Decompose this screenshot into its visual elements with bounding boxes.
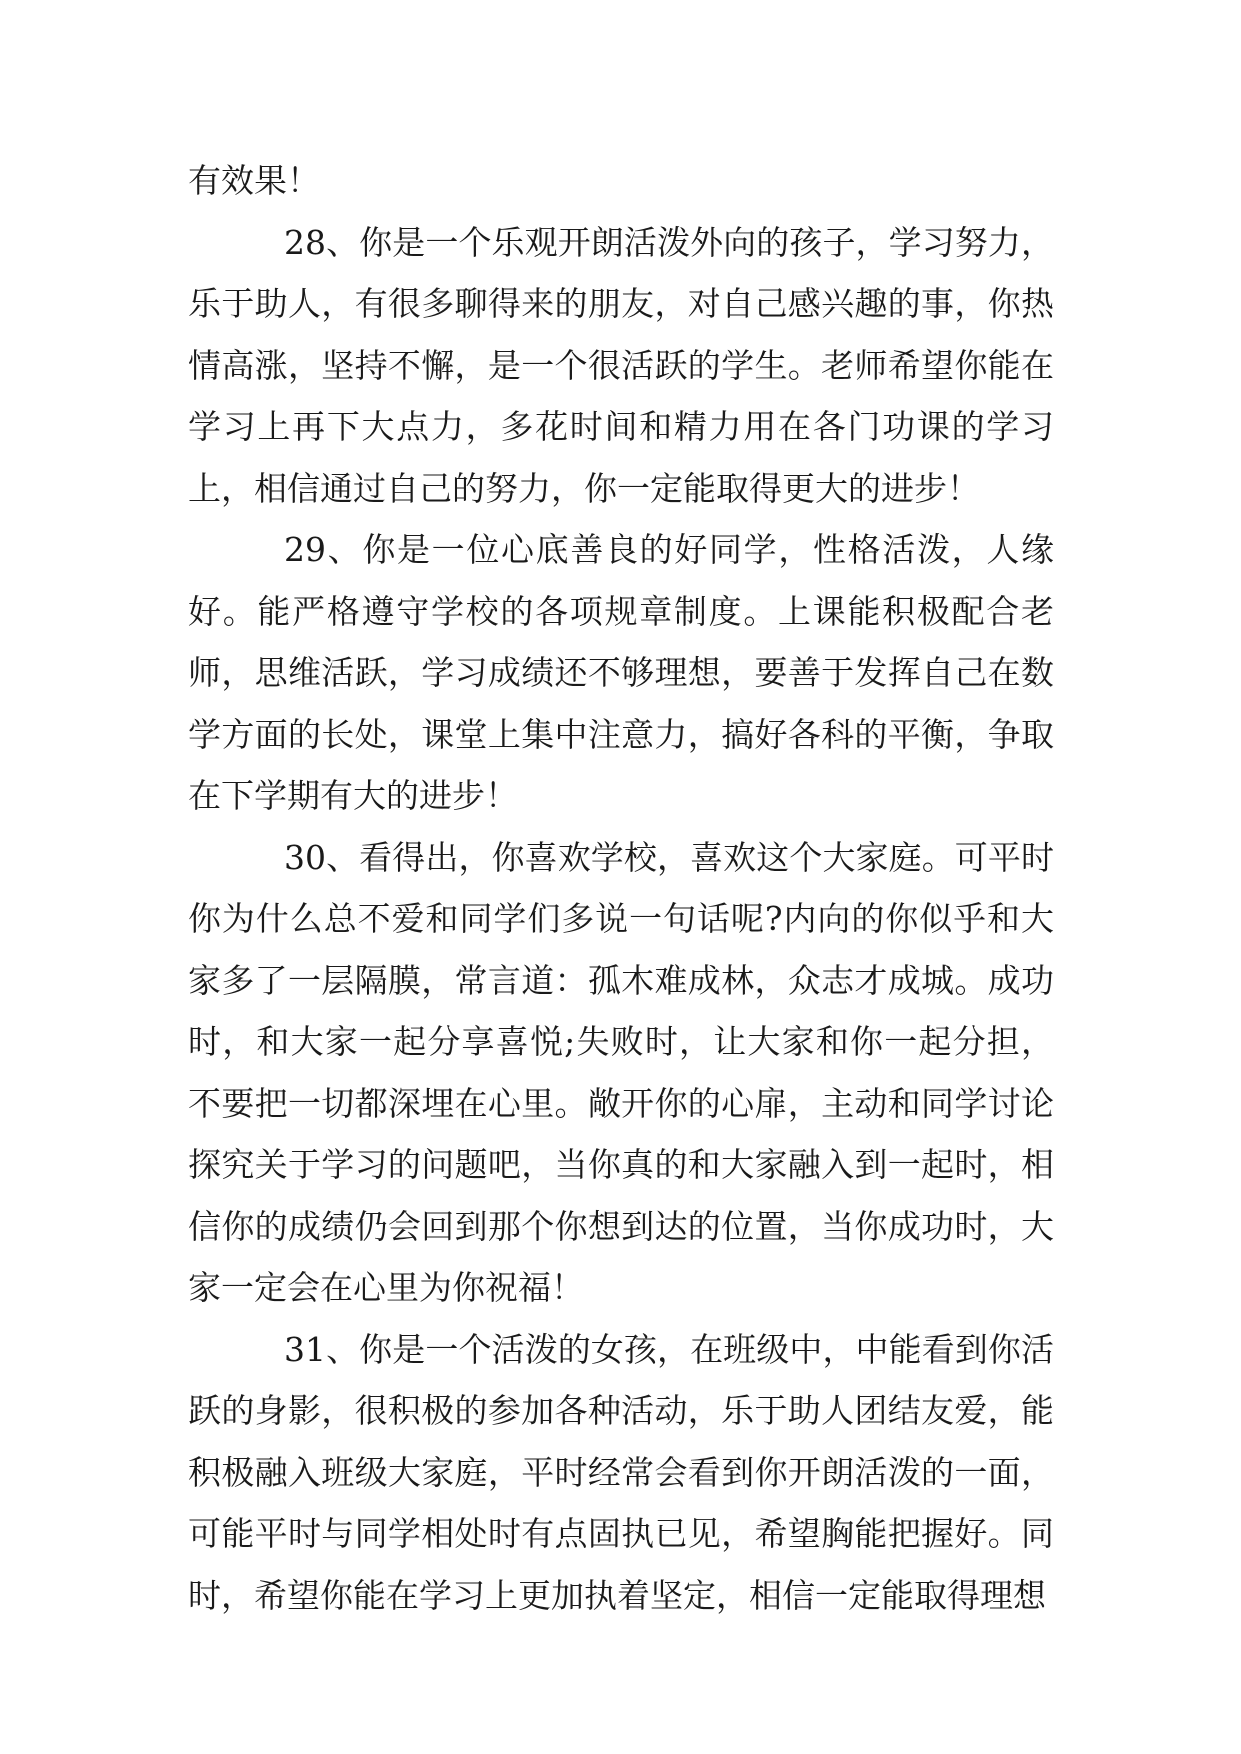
paragraph-comment-30: 30、看得出，你喜欢学校，喜欢这个大家庭。可平时你为什么总不爱和同学们多说一句话呢?内向的你似乎和大家多了一层隔膜，常言道：孤木难成林，众志才成城。成功时，和大家一起分享喜悦;失败时，让大家和你一起分担，不要把一切都深埋在心里。敞开你的心扉，主动和同学讨论探究关于学习的问题吧，当你真的和大家融入到一起时，相信你的成绩仍会回到那个你想到达的位置，当你成功时，大家一定会在心里为你祝福！ (188, 837, 1054, 1307)
document-page (188, 150, 1054, 1626)
paragraph-comment-29: 29、你是一位心底善良的好同学，性格活泼，人缘好。能严格遵守学校的各项规章制度。上课能积极配合老师，思维活跃，学习成绩还不够理想，要善于发挥自己在数学方面的长处，课堂上集中注意力，搞好各科的平衡，争取在下学期有大的进步！ (188, 530, 1054, 815)
paragraph-comment-31: 31、你是一个活泼的女孩，在班级中，中能看到你活跃的身影，很积极的参加各种活动，乐于助人团结友爱，能积极融入班级大家庭，平时经常会看到你开朗活泼的一面，可能平时与同学相处时有点固执已见，希望胸能把握好。同时，希望你能在学习上更加执着坚定，相信一定能取得理想 (188, 1329, 1054, 1615)
paragraph-continuation: 有效果！ (188, 161, 320, 200)
paragraph-comment-28: 28、你是一个乐观开朗活泼外向的孩子，学习努力，乐于助人，有很多聊得来的朋友，对自己感兴趣的事，你热情高涨，坚持不懈，是一个很活跃的学生。老师希望你能在学习上再下大点力，多花时间和精力用在各门功课的学习上，相信通过自己的努力，你一定能取得更大的进步！ (188, 222, 1054, 508)
